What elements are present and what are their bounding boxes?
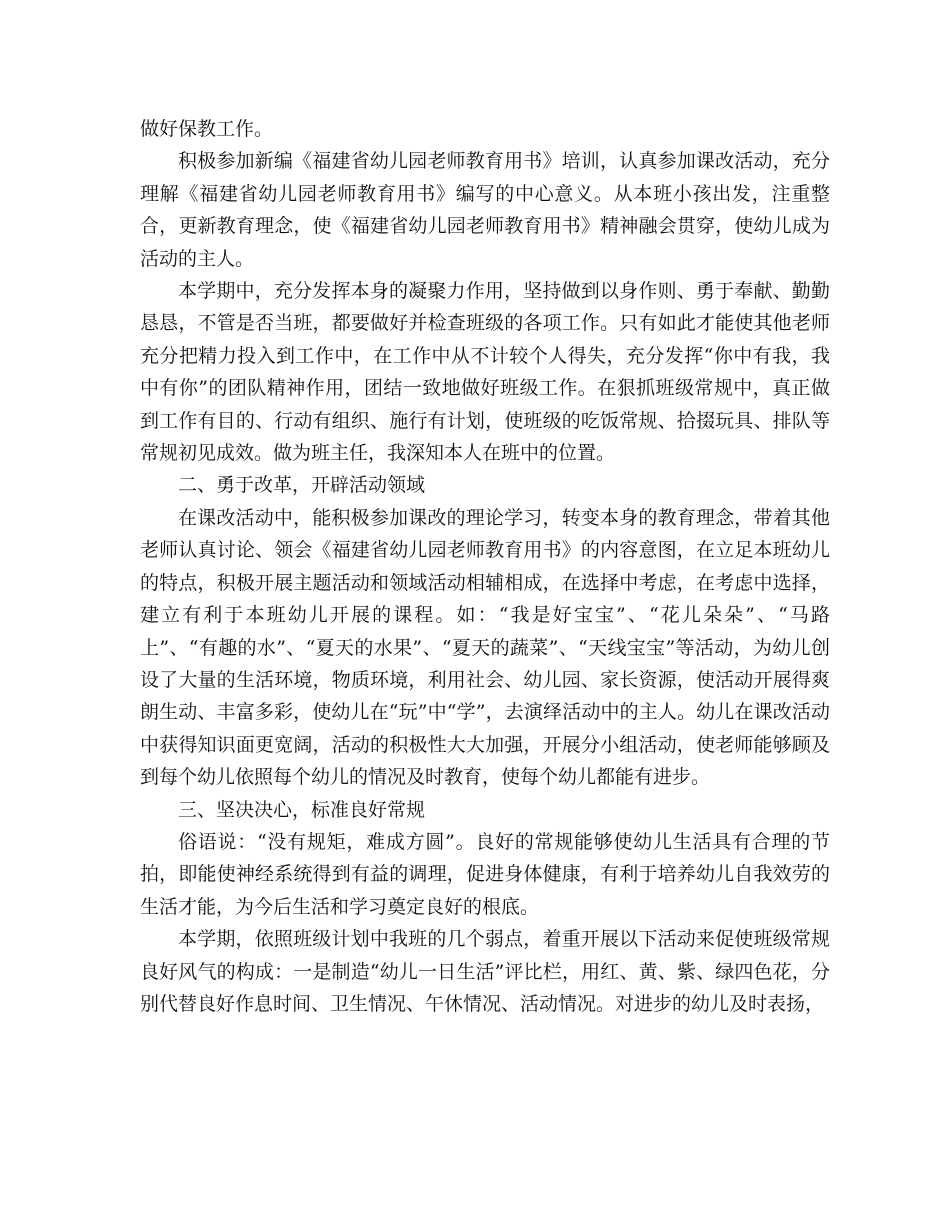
paragraph-6: 本学期，依照班级计划中我班的几个弱点，着重开展以下活动来促使班级常规良好风气的构成：一是制造“幼儿一日生活”评比栏，用红、黄、紫、绿四色花，分别代替良好作息时间、卫生情况、午休情况、活动情况。对进步的幼儿及时表扬， [140,928,830,1015]
paragraph-4: 在课改活动中，能积极参加课改的理论学习，转变本身的教育理念，带着其他老师认真讨论、领会《福建省幼儿园老师教育用书》的内容意图，在立足本班幼儿的特点，积极开展主题活动和领域活动相辅相成，在选择中考虑，在考虑中选择，建立有利于本班幼儿开展的课程。如：“我是好宝宝”、“花儿朵朵”、“马路上”、“有趣的水”、“夏天的水果”、“夏天的蔬菜”、“天线宝宝”等活动，为幼儿创设了大量的生活环境，物质环境，利用社会、幼儿园、家长资源，使活动开展得爽朗生动、丰富多彩，使幼儿在“玩”中“学”，去演绎活动中的主人。幼儿在课改活动中获得知识面更宽阔，活动的积极性大大加强，开展分小组活动，使老师能够顾及到每个幼儿依照每个幼儿的情况及时教育，使每个幼儿都能有进步。 [140,506,830,789]
paragraph-1: 做好保教工作。 [140,118,274,140]
section-heading-2: 二、勇于改革，开辟活动领域 [178,474,426,497]
paragraph-3: 本学期中，充分发挥本身的凝聚力作用，坚持做到以身作则、勇于奉献、勤勤恳恳，不管是否当班，都要做好并检查班级的各项工作。只有如此才能使其他老师充分把精力投入到工作中，在工作中从不计较个人得失，充分发挥“你中有我，我中有你”的团队精神作用，团结一致地做好班级工作。在狠抓班级常规中，真正做到工作有目的、行动有组织、施行有计划，使班级的吃饭常规、拾掇玩具、排队等常规初见成效。做为班主任，我深知本人在班中的位置。 [140,280,830,465]
paragraph-5: 俗语说：“没有规矩，难成方圆”。良好的常规能够使幼儿生活具有合理的节拍，即能使神经系统得到有益的调理，促进身体健康，有利于培养幼儿自我效劳的生活才能，为今后生活和学习奠定良好的根底。 [140,830,830,918]
paragraph-2: 积极参加新编《福建省幼儿园老师教育用书》培训，认真参加课改活动，充分理解《福建省幼儿园老师教育用书》编写的中心意义。从本班小孩出发，注重整合，更新教育理念，使《福建省幼儿园老师教育用书》精神融会贯穿，使幼儿成为活动的主人。 [140,150,830,270]
section-heading-3: 三、坚决决心，标准良好常规 [178,798,426,821]
document-body [140,113,830,1020]
